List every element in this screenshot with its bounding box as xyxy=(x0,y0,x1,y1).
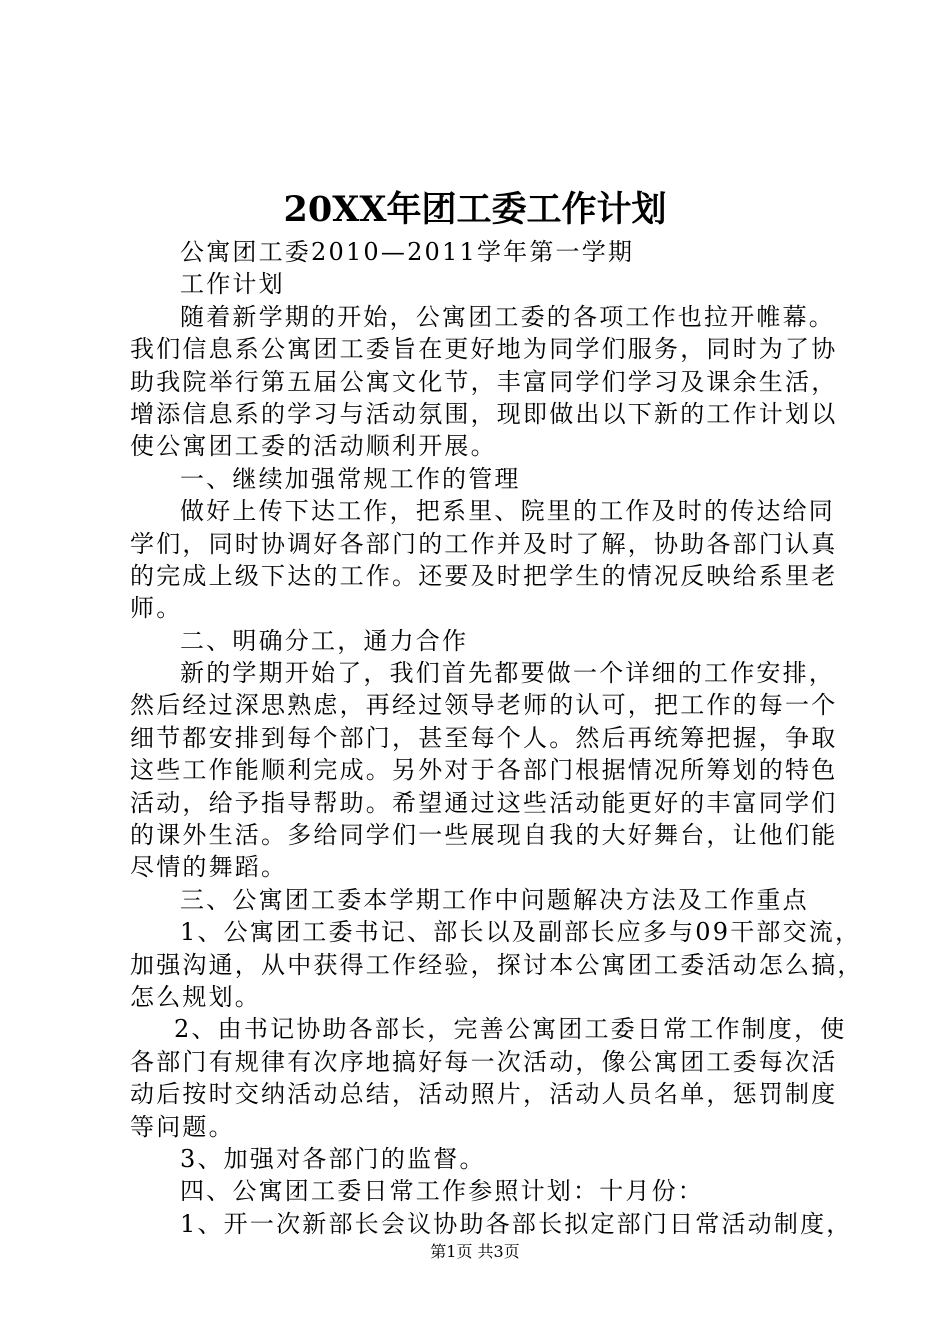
text-line: 这些工作能顺利完成。另外对于各部门根据情况所筹划的特色 xyxy=(130,756,838,785)
text-line: 工作计划 xyxy=(180,270,285,299)
text-line: 公寓团工委2010—2011学年第一学期 xyxy=(180,238,635,266)
text-line: 三、公寓团工委本学期工作中问题解决方法及工作重点 xyxy=(180,885,809,914)
text-line: 师。 xyxy=(130,594,183,623)
text-line: 新的学期开始了，我们首先都要做一个详细的工作安排， xyxy=(180,659,835,688)
text-line: 活动，给予指导帮助。希望通过这些活动能更好的丰富同学们 xyxy=(130,788,838,817)
text-line: 尽情的舞蹈。 xyxy=(130,853,288,882)
text-line: 等问题。 xyxy=(130,1112,235,1141)
text-line: 1、公寓团工委书记、部长以及副部长应多与09干部交流， xyxy=(180,918,862,947)
text-line: 四、公寓团工委日常工作参照计划：十月份： xyxy=(180,1177,704,1206)
text-line: 学们，同时协调好各部门的工作并及时了解，协助各部门认真 xyxy=(130,529,838,558)
text-line: 的完成上级下达的工作。还要及时把学生的情况反映给系里老 xyxy=(130,561,838,590)
text-line: 的课外生活。多给同学们一些展现自我的大好舞台，让他们能 xyxy=(130,821,838,850)
text-line: 增添信息系的学习与活动氛围，现即做出以下新的工作计划以 xyxy=(130,399,838,428)
text-line: 各部门有规律有次序地搞好每一次活动，像公寓团工委每次活 xyxy=(130,1047,838,1076)
document-title: 20XX年团工委工作计划 xyxy=(283,189,667,230)
text-line: 我们信息系公寓团工委旨在更好地为同学们服务，同时为了协 xyxy=(130,335,838,364)
text-line: 加强沟通，从中获得工作经验，探讨本公寓团工委活动怎么搞， xyxy=(130,950,864,979)
text-line: 动后按时交纳活动总结，活动照片，活动人员名单，惩罚制度 xyxy=(130,1080,838,1109)
text-line: 然后经过深思熟虑，再经过领导老师的认可，把工作的每一个 xyxy=(130,691,838,720)
text-line: 怎么规划。 xyxy=(130,982,261,1011)
text-line: 一、继续加强常规工作的管理 xyxy=(180,464,521,493)
page-footer: 第1页 共3页 xyxy=(430,1242,520,1261)
text-line: 助我院举行第五届公寓文化节，丰富同学们学习及课余生活， xyxy=(130,367,838,396)
text-line: 二、明确分工，通力合作 xyxy=(180,626,469,655)
text-line: 3、加强对各部门的监督。 xyxy=(180,1144,486,1173)
text-line: 随着新学期的开始，公寓团工委的各项工作也拉开帷幕。 xyxy=(180,302,835,331)
document-body xyxy=(130,236,864,1240)
text-line: 细节都安排到每个部门，甚至每个人。然后再统筹把握，争取 xyxy=(130,723,838,752)
text-line: 做好上传下达工作，把系里、院里的工作及时的传达给同 xyxy=(180,497,835,526)
text-line: 1、开一次新部长会议协助各部长拟定部门日常活动制度， xyxy=(180,1209,853,1238)
text-line: 2、由书记协助各部长，完善公寓团工委日常工作制度，使 xyxy=(174,1015,847,1044)
text-line: 使公寓团工委的活动顺利开展。 xyxy=(130,432,497,461)
